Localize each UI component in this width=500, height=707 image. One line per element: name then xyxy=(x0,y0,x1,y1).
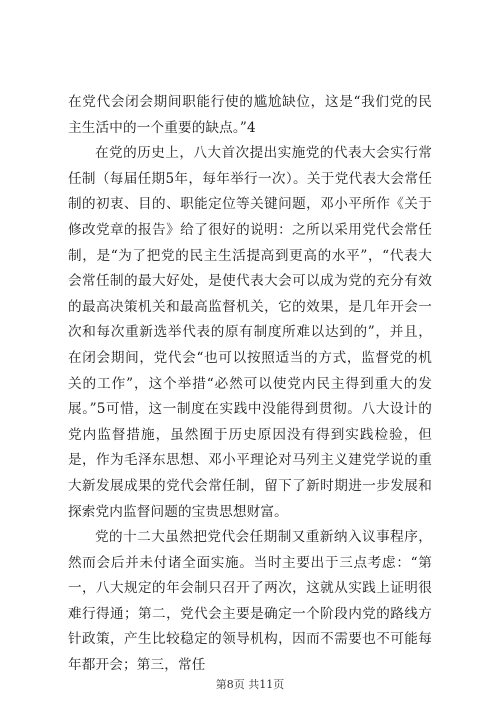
document-body xyxy=(68,90,432,679)
page-number-footer: 第8页 共11页 xyxy=(215,678,285,691)
paragraph-2: 在党的历史上，八大首次提出实施党的代表大会实行常任制（每届任期5年，每年举行一次）。关于党代表大会常任制的初衷、目的、职能定位等关键问题，邓小平所作《关于修改党章的报告》给了很好的说明：之所以采用党代会常任制，是“为了把党的民主生活提高到更高的水平”，“代表大会常任制的最大好处，是使代表大会可以成为党的充分有效的最高决策机关和最高监督机关，它的效果，是几年开会一次和每次重新选举代表的原有制度所难以达到的”，并且，在闭会期间，党代会“也可以按照适当的方式，监督党的机关的工作”，这个举措“必然可以使党内民主得到重大的发展。”5可惜，这一制度在实践中没能得到贯彻。八大设计的党内监督措施，虽然囿于历史原因没有得到实践检验，但是，作为毛泽东思想、邓小平理论对马列主义建党学说的重大新发展成果的党代会常任制，留下了新时期进一步发展和探索党内监督问题的宝贵思想财富。 xyxy=(68,145,432,520)
paragraph-3: 党的十二大虽然把党代会任期制又重新纳入议事程序，然而会后并未付诸全面实施。当时主要出于三点考虑：“第一，八大规定的年会制只召开了两次，这就从实践上证明很难行得通；第二，党代会主要是确定一个阶段内党的路线方针政策，产生比较稳定的领导机构，因而不需要也不可能每年都开会；第三，常任 xyxy=(68,529,432,674)
paragraph-1: 在党代会闭会期间职能行使的尴尬缺位，这是“我们党的民主生活中的一个重要的缺点。”4 xyxy=(68,94,432,136)
